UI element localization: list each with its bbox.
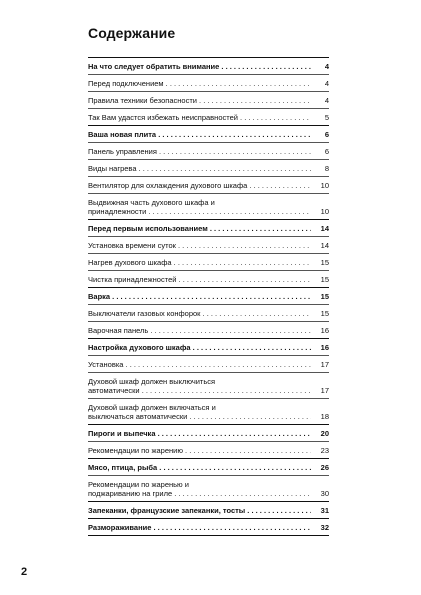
toc-entry: [88, 475, 329, 501]
toc-entry: [88, 74, 329, 91]
toc-entry-page: 14: [311, 224, 329, 233]
toc-entry: [88, 424, 329, 441]
toc-entry: [88, 372, 329, 398]
toc-entry-title: [88, 480, 311, 498]
toc-entry: [88, 338, 329, 355]
toc-entry-title: Варочная панель . . .: [88, 326, 311, 335]
toc-entry-title: Установка . . .: [88, 360, 311, 369]
toc-entry-page: 15: [311, 292, 329, 301]
toc-entry: [88, 458, 329, 475]
toc-entry-page: 17: [311, 386, 329, 395]
toc-entry-page: 20: [311, 429, 329, 438]
toc-entry-title: Настройка духового шкафа . . .: [88, 343, 311, 352]
page-title: Содержание: [88, 25, 176, 41]
toc-entry-page: 8: [311, 164, 329, 173]
toc-entry: [88, 501, 329, 518]
toc-entry-title: Перед первым использованием . . .: [88, 224, 311, 233]
toc-entry-title: Мясо, птица, рыба . . .: [88, 463, 311, 472]
toc-entry-page: 15: [311, 275, 329, 284]
toc-entry-title: Запеканки, французские запеканки, тосты . . .: [88, 506, 311, 515]
toc-entry-page: 14: [311, 241, 329, 250]
toc-entry-page: 32: [311, 523, 329, 532]
toc-entry-title: Перед подключением . . .: [88, 79, 311, 88]
toc-entry-title: [88, 198, 311, 216]
toc-entry: [88, 219, 329, 236]
toc-entry-title-line-2: автоматически . . .: [88, 386, 311, 395]
toc-entry-page: 23: [311, 446, 329, 455]
toc-entry: [88, 287, 329, 304]
toc-entry-title-line-1: Духовой шкаф должен выключиться: [88, 377, 216, 386]
toc-entry-title: Нагрев духового шкафа . . .: [88, 258, 311, 267]
toc-entry-page: 5: [311, 113, 329, 122]
toc-entry: [88, 176, 329, 193]
toc-entry-page: 6: [311, 130, 329, 139]
toc-entry-title-line-2: принадлежности . . .: [88, 207, 311, 216]
toc-entry-page: 30: [311, 489, 329, 498]
toc-entry: [88, 441, 329, 458]
toc-entry-page: 4: [311, 62, 329, 71]
toc-entry: [88, 321, 329, 338]
toc-entry-title: Рекомендации по жарению . . .: [88, 446, 311, 455]
toc-entry-title: Так Вам удастся избежать неисправностей . . .: [88, 113, 311, 122]
toc-entry-title: Размораживание . . .: [88, 523, 311, 532]
toc-entry-title: Правила техники безопасности . . .: [88, 96, 311, 105]
toc-entry-title-line-1: Выдвижная часть духового шкафа и: [88, 198, 215, 207]
toc-entry-page: 15: [311, 258, 329, 267]
toc-entry: [88, 108, 329, 125]
toc-entry-title-line-1: Духовой шкаф должен включаться и: [88, 403, 216, 412]
page-number: 2: [21, 566, 28, 578]
toc-entry-page: 31: [311, 506, 329, 515]
toc-entry-title-line-2: поджариванию на гриле . . .: [88, 489, 311, 498]
toc-entry-page: 10: [311, 181, 329, 190]
toc-entry-title: Варка . . .: [88, 292, 311, 301]
toc-entry-title: Виды нагрева . . .: [88, 164, 311, 173]
toc-entry-page: 6: [311, 147, 329, 156]
toc-entry-page: 16: [311, 343, 329, 352]
toc-entry: [88, 518, 329, 536]
toc-entry-title: Панель управления . . .: [88, 147, 311, 156]
toc-entry-page: 4: [311, 96, 329, 105]
toc-entry-title: Ваша новая плита . . .: [88, 130, 311, 139]
toc-entry-page: 10: [311, 207, 329, 216]
toc-entry-title: Выключатели газовых конфорок . . .: [88, 309, 311, 318]
toc-entry: [88, 159, 329, 176]
toc-entry-title: Установка времени суток . . .: [88, 241, 311, 250]
toc-entry-page: 26: [311, 463, 329, 472]
toc-entry: [88, 253, 329, 270]
toc-entry-title-line-2: выключаться автоматически . . .: [88, 412, 311, 421]
toc-entry-page: 16: [311, 326, 329, 335]
toc-entry: [88, 304, 329, 321]
toc-entry: [88, 236, 329, 253]
toc-entry-page: 4: [311, 79, 329, 88]
toc-entry: [88, 355, 329, 372]
toc-entry-page: 17: [311, 360, 329, 369]
toc-entry: [88, 91, 329, 108]
toc-entry: [88, 270, 329, 287]
toc-entry: [88, 57, 329, 74]
toc-entry-title: Пироги и выпечка . . .: [88, 429, 311, 438]
toc-entry-page: 18: [311, 412, 329, 421]
toc-entry: [88, 142, 329, 159]
toc-entry-title: [88, 377, 311, 395]
toc-entry-title: На что следует обратить внимание . . .: [88, 62, 311, 71]
toc-entry: [88, 193, 329, 219]
toc-entry-title: Чистка принадлежностей . . .: [88, 275, 311, 284]
toc-entry-title: [88, 403, 311, 421]
toc-entry-title-line-1: Рекомендации по жаренью и: [88, 480, 189, 489]
toc-entry-title: Вентилятор для охлаждения духового шкафа . . .: [88, 181, 311, 190]
toc-entry: [88, 398, 329, 424]
toc-entry: [88, 125, 329, 142]
toc-entry-page: 15: [311, 309, 329, 318]
table-of-contents: [88, 57, 329, 536]
